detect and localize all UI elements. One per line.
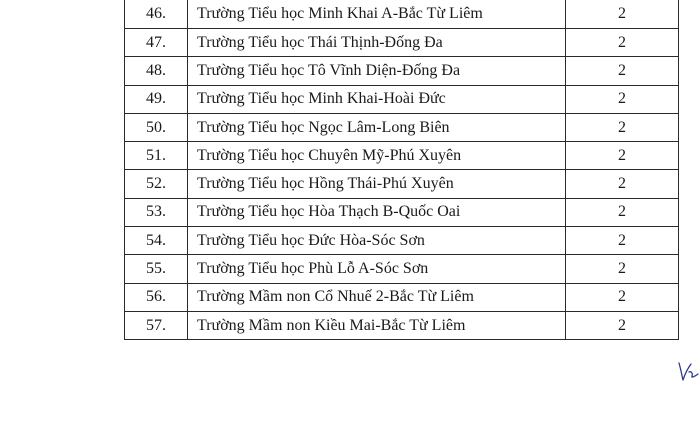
school-name: Trường Tiểu học Minh Khai-Hoài Đức (188, 85, 566, 113)
row-index: 55. (125, 255, 188, 283)
row-index: 47. (125, 29, 188, 57)
table-row (125, 0, 679, 29)
row-index: 49. (125, 85, 188, 113)
school-name: Trường Tiểu học Thái Thịnh-Đống Đa (188, 29, 566, 57)
table-row (125, 29, 679, 57)
row-index: 56. (125, 283, 188, 311)
row-index: 48. (125, 57, 188, 85)
table-row (125, 283, 679, 311)
row-count: 2 (566, 142, 679, 170)
school-name: Trường Tiểu học Phù Lỗ A-Sóc Sơn (188, 255, 566, 283)
signature-mark (676, 358, 700, 384)
table-row (125, 57, 679, 85)
table-row (125, 85, 679, 113)
row-index: 57. (125, 311, 188, 339)
row-index: 51. (125, 142, 188, 170)
school-name: Trường Mầm non Kiều Mai-Bắc Từ Liêm (188, 311, 566, 339)
row-index: 46. (125, 0, 188, 29)
school-name: Trường Tiểu học Tô Vĩnh Diện-Đống Đa (188, 57, 566, 85)
school-table-body (125, 0, 679, 340)
row-count: 2 (566, 255, 679, 283)
table-row (125, 227, 679, 255)
table-row (125, 170, 679, 198)
table-row (125, 255, 679, 283)
school-name: Trường Tiểu học Chuyên Mỹ-Phú Xuyên (188, 142, 566, 170)
row-count: 2 (566, 0, 679, 29)
school-name: Trường Tiểu học Hòa Thạch B-Quốc Oai (188, 198, 566, 226)
row-index: 52. (125, 170, 188, 198)
table-row (125, 113, 679, 141)
row-count: 2 (566, 113, 679, 141)
table-row (125, 311, 679, 339)
row-count: 2 (566, 170, 679, 198)
row-index: 54. (125, 227, 188, 255)
row-count: 2 (566, 311, 679, 339)
table-row (125, 198, 679, 226)
row-count: 2 (566, 29, 679, 57)
row-count: 2 (566, 57, 679, 85)
table-row (125, 142, 679, 170)
school-name: Trường Tiểu học Ngọc Lâm-Long Biên (188, 113, 566, 141)
row-count: 2 (566, 283, 679, 311)
school-name: Trường Mầm non Cổ Nhuế 2-Bắc Từ Liêm (188, 283, 566, 311)
row-count: 2 (566, 85, 679, 113)
school-name: Trường Tiểu học Hồng Thái-Phú Xuyên (188, 170, 566, 198)
row-count: 2 (566, 227, 679, 255)
row-index: 50. (125, 113, 188, 141)
school-table (124, 0, 679, 340)
row-index: 53. (125, 198, 188, 226)
school-name: Trường Tiểu học Đức Hòa-Sóc Sơn (188, 227, 566, 255)
school-name: Trường Tiểu học Minh Khai A-Bắc Từ Liêm (188, 0, 566, 29)
row-count: 2 (566, 198, 679, 226)
